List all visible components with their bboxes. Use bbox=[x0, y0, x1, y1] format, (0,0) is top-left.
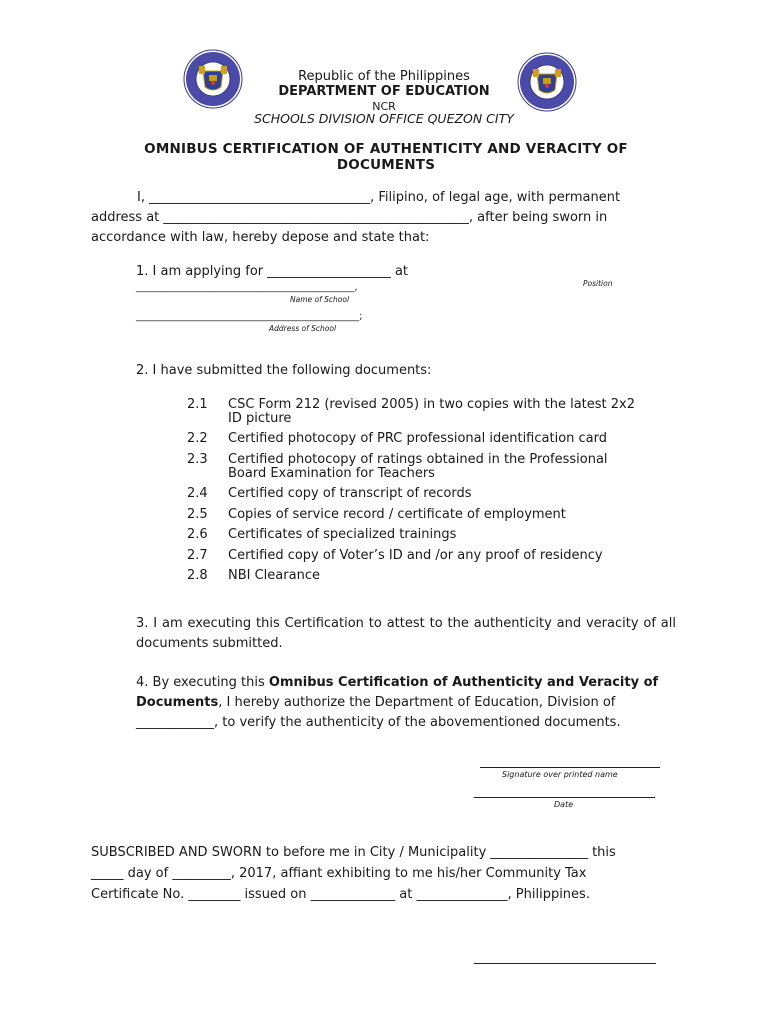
intro-text: address at bbox=[91, 210, 160, 225]
separator: ; bbox=[359, 311, 363, 322]
title-line-2: DOCUMENTS bbox=[336, 157, 436, 173]
item4-text: , to verify the authenticity of the abovementioned documents. bbox=[214, 715, 621, 730]
item2-intro: 2. I have submitted the following documents: bbox=[136, 363, 432, 378]
intro-text: , after being sworn in bbox=[468, 210, 608, 225]
intro-text: I, bbox=[137, 190, 145, 205]
intro-line-2 bbox=[91, 210, 607, 225]
school-address-blank[interactable]: _______________________________________________ bbox=[136, 311, 360, 322]
signature-line[interactable] bbox=[480, 767, 660, 768]
issued-date-blank[interactable]: _____________ bbox=[310, 887, 396, 902]
item4-bold-text: Omnibus Certification of Authenticity and Veracity of Documents bbox=[136, 675, 659, 710]
school-address-line bbox=[136, 311, 362, 322]
ctc-number-blank[interactable]: ________ bbox=[188, 887, 241, 902]
list-item-number: 2.2 bbox=[187, 431, 208, 446]
position-blank[interactable]: ___________________ bbox=[267, 264, 391, 279]
jurat-text: issued on bbox=[244, 887, 307, 902]
day-blank[interactable]: _____ bbox=[91, 866, 124, 881]
list-item-text: Copies of service record / certificate of employment bbox=[228, 507, 566, 522]
affiant-name-blank[interactable]: __________________________________ bbox=[149, 190, 371, 205]
jurat-text: day of bbox=[127, 866, 169, 881]
city-blank[interactable]: _______________ bbox=[490, 845, 588, 860]
list-item-number: 2.5 bbox=[187, 507, 208, 522]
item3-paragraph: 3. I am executing this Certification to attest to the authenticity and veracity of all documents submitted. bbox=[136, 616, 676, 651]
intro-text: , Filipino, of legal age, with permanent bbox=[370, 190, 621, 205]
separator: , bbox=[354, 282, 358, 293]
item4-paragraph bbox=[136, 673, 676, 733]
list-item-text: Certified photocopy of ratings obtained in the Professional Board Examination for Teachers bbox=[228, 452, 608, 481]
item4-text: , I hereby authorize the Department of Education, Division of bbox=[218, 695, 616, 710]
list-item-text: NBI Clearance bbox=[228, 568, 320, 583]
list-item-text: Certificates of specialized trainings bbox=[228, 527, 457, 542]
division-blank[interactable]: ____________ bbox=[136, 715, 214, 730]
item1-text: at bbox=[394, 264, 409, 279]
list-item-text: Certified copy of Voter’s ID and /or any proof of residency bbox=[228, 548, 603, 563]
header-department: DEPARTMENT OF EDUCATION bbox=[278, 84, 490, 99]
jurat-text: , 2017, affiant exhibiting to me his/her Community Tax bbox=[230, 866, 587, 881]
item4-text: 4. By executing this bbox=[136, 675, 265, 690]
header-republic: Republic of the Philippines bbox=[298, 69, 470, 84]
position-label: Position bbox=[583, 279, 613, 288]
list-item-text: Certified copy of transcript of records bbox=[228, 486, 472, 501]
date-line[interactable] bbox=[474, 797, 655, 798]
header-division-office: SCHOOLS DIVISION OFFICE QUEZON CITY bbox=[254, 111, 514, 126]
header-region: NCR bbox=[372, 100, 396, 113]
date-label: Date bbox=[554, 800, 574, 809]
jurat-line-1 bbox=[91, 845, 616, 860]
title-line-1: OMNIBUS CERTIFICATION OF AUTHENTICITY AND VERACITY OF bbox=[144, 141, 628, 157]
list-item-number: 2.6 bbox=[187, 527, 208, 542]
list-item-number: 2.7 bbox=[187, 548, 208, 563]
list-item-number: 2.3 bbox=[187, 452, 208, 467]
jurat-text: this bbox=[592, 845, 616, 860]
school-name-line bbox=[136, 282, 358, 293]
list-item-text: CSC Form 212 (revised 2005) in two copies with the latest 2x2 ID picture bbox=[228, 397, 635, 426]
document-title bbox=[96, 141, 676, 173]
item1-text: 1. I am applying for bbox=[136, 264, 264, 279]
school-name-label: Name of School bbox=[290, 295, 350, 304]
address-blank[interactable]: _______________________________________________ bbox=[163, 210, 469, 225]
issued-place-blank[interactable]: ______________ bbox=[416, 887, 508, 902]
jurat-text: SUBSCRIBED AND SWORN to before me in City / Municipality bbox=[91, 845, 487, 860]
jurat-text: at bbox=[399, 887, 413, 902]
school-address-label: Address of School bbox=[269, 324, 337, 333]
item1-line bbox=[136, 264, 408, 279]
intro-line-3: accordance with law, hereby depose and state that: bbox=[91, 230, 430, 245]
jurat-line-3 bbox=[91, 887, 590, 902]
list-item-text: Certified photocopy of PRC professional identification card bbox=[228, 431, 607, 446]
school-name-blank[interactable]: ______________________________________________ bbox=[136, 282, 355, 293]
jurat-text: Certificate No. bbox=[91, 887, 185, 902]
list-item-number: 2.8 bbox=[187, 568, 208, 583]
jurat-text: , Philippines. bbox=[507, 887, 590, 902]
notary-signature-line[interactable] bbox=[474, 963, 656, 964]
jurat-line-2 bbox=[91, 866, 586, 881]
month-blank[interactable]: _________ bbox=[172, 866, 231, 881]
list-item-number: 2.4 bbox=[187, 486, 208, 501]
intro-line-1 bbox=[137, 190, 620, 205]
list-item-number: 2.1 bbox=[187, 397, 208, 412]
signature-label: Signature over printed name bbox=[502, 770, 618, 779]
